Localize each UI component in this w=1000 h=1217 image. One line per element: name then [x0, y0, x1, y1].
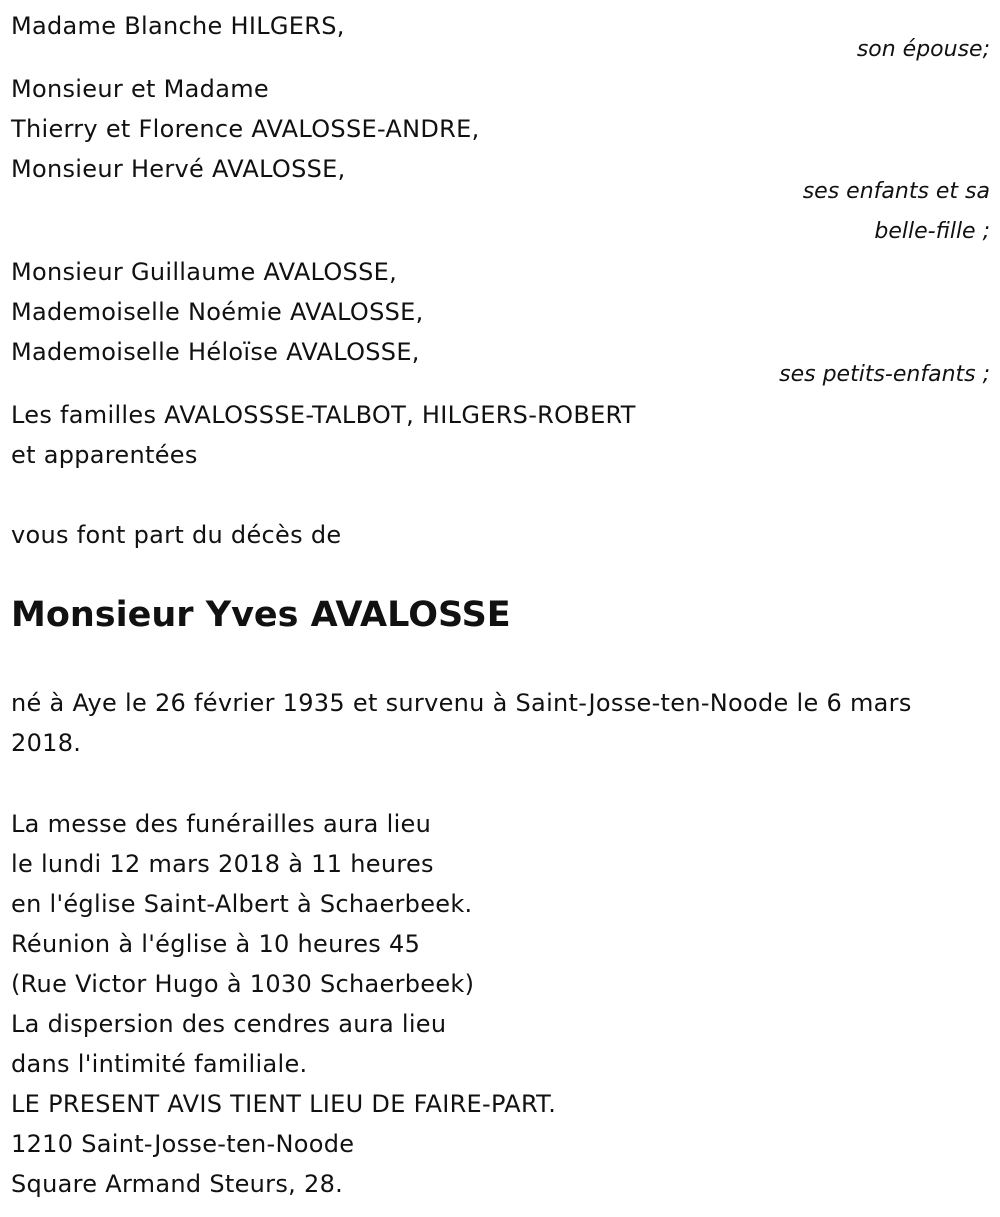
detail-line: Square Armand Steurs, 28.: [11, 1170, 344, 1198]
detail-line: La messe des funérailles aura lieu: [11, 810, 432, 838]
deceased-name: Monsieur Yves AVALOSSE: [11, 595, 511, 635]
children-line: Monsieur et Madame: [11, 75, 269, 103]
children-role: ses enfants et sa: [802, 179, 990, 204]
detail-line: LE PRESENT AVIS TIENT LIEU DE FAIRE-PART.: [11, 1090, 557, 1118]
detail-line: La dispersion des cendres aura lieu: [11, 1010, 447, 1038]
grandchild-line: Monsieur Guillaume AVALOSSE,: [11, 258, 398, 286]
detail-line: en l'église Saint-Albert à Schaerbeek.: [11, 890, 473, 918]
spouse-name: Madame Blanche HILGERS,: [11, 12, 345, 40]
families-line: et apparentées: [11, 441, 198, 469]
children-line: Monsieur Hervé AVALOSSE,: [11, 155, 346, 183]
grandchildren-role: ses petits-enfants ;: [779, 362, 990, 387]
grandchild-line: Mademoiselle Noémie AVALOSSE,: [11, 298, 424, 326]
detail-line: Réunion à l'église à 10 heures 45: [11, 930, 421, 958]
detail-line: 1210 Saint-Josse-ten-Noode: [11, 1130, 355, 1158]
families-line: Les familles AVALOSSSE-TALBOT, HILGERS-ROBERT: [11, 401, 636, 429]
detail-line: dans l'intimité familiale.: [11, 1050, 308, 1078]
spouse-role: son épouse;: [856, 37, 990, 62]
announcement: vous font part du décès de: [11, 521, 342, 549]
detail-line: le lundi 12 mars 2018 à 11 heures: [11, 850, 434, 878]
detail-line: (Rue Victor Hugo à 1030 Schaerbeek): [11, 970, 475, 998]
birth-death-text: né à Aye le 26 février 1935 et survenu à Saint-Josse-ten-Noode le 6 mars 2018.: [11, 689, 912, 757]
children-role: belle-fille ;: [874, 219, 990, 244]
grandchild-line: Mademoiselle Héloïse AVALOSSE,: [11, 338, 420, 366]
children-line: Thierry et Florence AVALOSSE-ANDRE,: [11, 115, 480, 143]
